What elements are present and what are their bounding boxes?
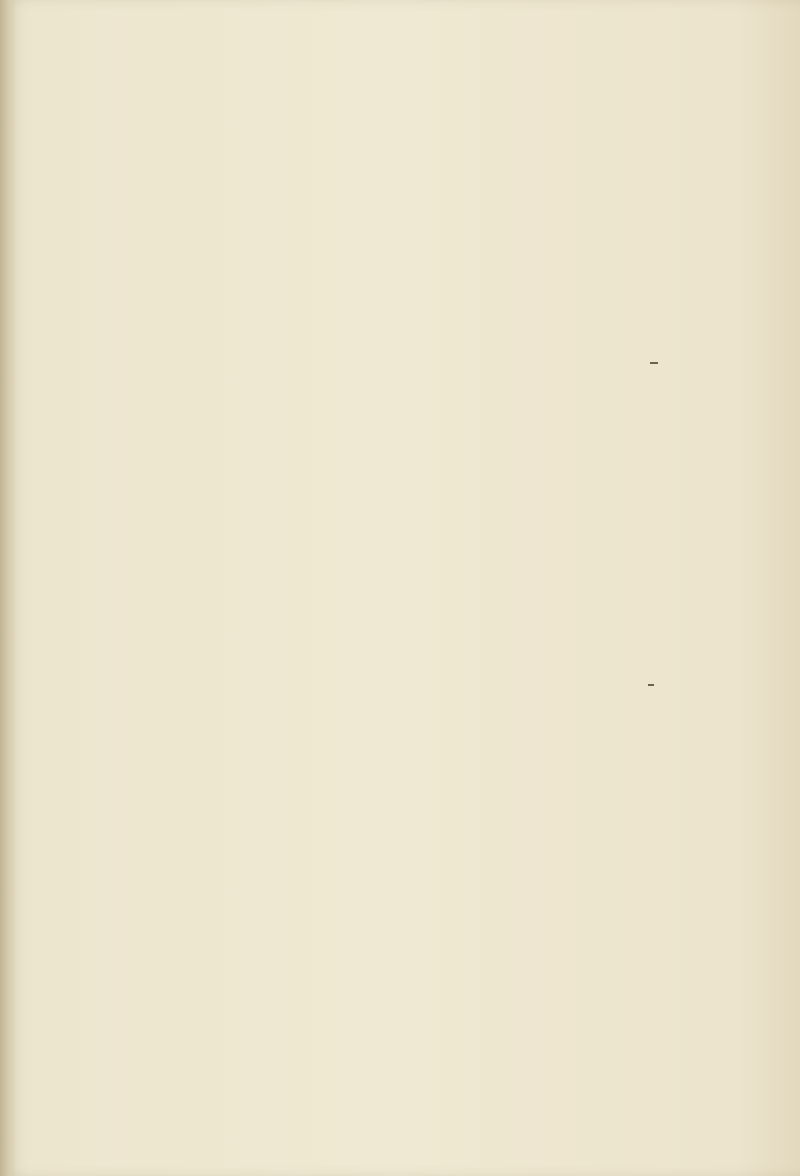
- running-head: [0, 28, 800, 62]
- margin-mark: [650, 362, 658, 364]
- ornamental-divider: [46, 152, 670, 168]
- margin-mark: [648, 684, 654, 686]
- page-gutter-shadow: [0, 0, 16, 1176]
